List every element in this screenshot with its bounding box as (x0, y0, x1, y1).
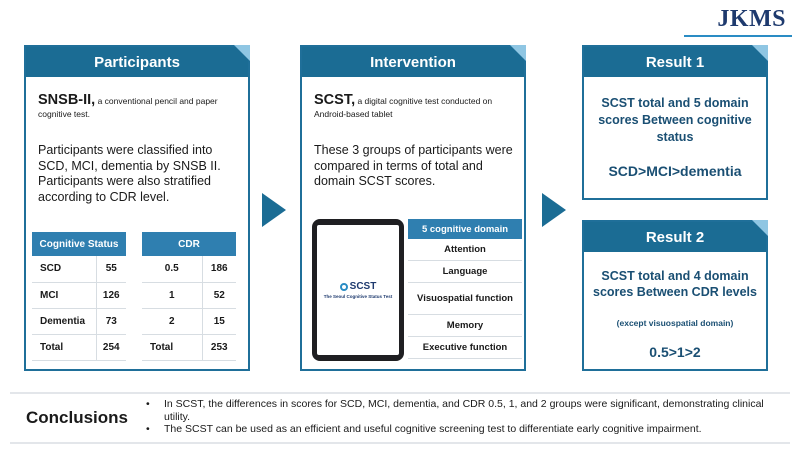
participants-lead (38, 94, 238, 121)
corner-fold-icon (752, 220, 768, 236)
participants-title: Participants (94, 53, 180, 71)
tablet-device (312, 219, 404, 361)
flow-arrow-icon (262, 193, 286, 227)
cdr-table (142, 232, 236, 361)
list-item: Visuospatial function (408, 283, 522, 315)
list-item: Memory (408, 315, 522, 337)
scst-logo (340, 281, 377, 292)
intervention-panel (300, 45, 526, 371)
scst-logo-text: SCST (349, 281, 377, 292)
cdr-level: 1 (142, 282, 202, 308)
list-item: Attention (408, 239, 522, 261)
table-row (142, 282, 236, 308)
table-row (142, 334, 236, 360)
participants-header (26, 47, 248, 77)
intervention-title: Intervention (370, 53, 456, 71)
conclusions-divider (10, 442, 790, 444)
cdr-header: CDR (142, 232, 236, 256)
cdr-level: Total (142, 334, 202, 360)
intervention-lead (314, 94, 514, 121)
table-row (32, 256, 126, 282)
list-item: Executive function (408, 337, 522, 359)
table-row (142, 308, 236, 334)
table-row (32, 308, 126, 334)
result-2-text: SCST total and 4 domain scores Between CDR levels (593, 269, 757, 299)
conclusions-title: Conclusions (26, 408, 129, 427)
result-1-equation: SCD>MCI>dementia (608, 163, 742, 179)
cdr-count: 253 (202, 334, 236, 360)
bullet-icon: • (146, 398, 150, 410)
cognitive-status-header: Cognitive Status (32, 232, 126, 256)
status-label: SCD (32, 256, 96, 282)
result-1-title: Result 1 (645, 53, 705, 71)
logo-underline (684, 35, 792, 37)
status-count: 73 (96, 308, 126, 334)
table-row (32, 282, 126, 308)
status-label: Total (32, 334, 96, 360)
list-item (146, 423, 786, 436)
status-count: 55 (96, 256, 126, 282)
result-2-title: Result 2 (645, 228, 705, 246)
cdr-count: 52 (202, 282, 236, 308)
corner-fold-icon (234, 45, 250, 61)
result-2-equation: 0.5>1>2 (649, 344, 701, 360)
status-count: 126 (96, 282, 126, 308)
cdr-count: 15 (202, 308, 236, 334)
intervention-lead-rest: a digital cognitive test conducted on Android-based tablet (314, 96, 493, 119)
conclusions-divider (10, 392, 790, 394)
scst-subtitle: The Seoul Cognitive Status Test (323, 294, 393, 299)
journal-logo: JKMS (717, 6, 786, 32)
list-item (146, 398, 786, 423)
participants-panel (24, 45, 250, 371)
scst-logo-icon (340, 283, 348, 291)
intervention-lead-bold: SCST, (314, 92, 356, 108)
cognitive-domain-list (408, 219, 522, 359)
cdr-count: 186 (202, 256, 236, 282)
participants-lead-rest: a conventional pencil and paper cognitive test. (38, 96, 218, 119)
cognitive-status-table (32, 232, 126, 361)
conclusion-text: In SCST, the differences in scores for SCD, MCI, dementia, and CDR 0.5, 1, and 2 groups were significant, demonstrating clinical utility. (164, 398, 764, 423)
participants-body: Participants were classified into SCD, MCI, dementia by SNSB II. Participants were also stratified according to CDR level. (38, 143, 221, 204)
status-label: Dementia (32, 308, 96, 334)
table-row (32, 334, 126, 360)
conclusion-text: The SCST can be used as an efficient and useful cognitive screening test to differentiate early cognitive impairment. (164, 423, 702, 435)
corner-fold-icon (752, 45, 768, 61)
result-2-panel (582, 220, 768, 371)
intervention-body: These 3 groups of participants were compared in terms of total and domain SCST scores. (314, 143, 513, 188)
result-1-panel (582, 45, 768, 200)
result-2-note: (except visuospatial domain) (616, 318, 734, 328)
result-1-text: SCST total and 5 domain scores Between cognitive status (598, 96, 752, 144)
corner-fold-icon (510, 45, 526, 61)
status-count: 254 (96, 334, 126, 360)
list-item: Language (408, 261, 522, 283)
flow-arrow-icon (542, 193, 566, 227)
cdr-level: 0.5 (142, 256, 202, 282)
conclusions-list (146, 398, 786, 436)
tablet-screen (317, 225, 399, 355)
domain-list-header: 5 cognitive domain (408, 219, 522, 239)
intervention-header (302, 47, 524, 77)
status-label: MCI (32, 282, 96, 308)
participants-lead-bold: SNSB-II, (38, 92, 96, 108)
bullet-icon: • (146, 423, 150, 435)
result-1-header (584, 47, 766, 77)
result-2-header (584, 222, 766, 252)
cdr-level: 2 (142, 308, 202, 334)
table-row (142, 256, 236, 282)
